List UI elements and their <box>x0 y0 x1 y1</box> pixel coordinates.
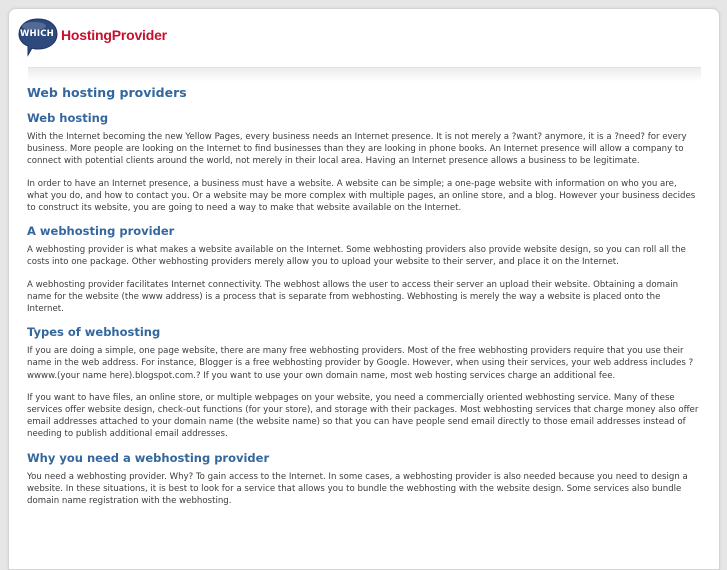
site-name: HostingProvider <box>61 27 167 43</box>
header-divider-bar <box>28 67 701 82</box>
speech-bubble-logo-icon <box>17 17 59 57</box>
main-content <box>27 85 699 517</box>
site-header <box>9 9 719 65</box>
section-web-hosting <box>27 111 699 214</box>
page-title: Web hosting providers <box>27 85 187 100</box>
section-paragraph: You need a webhosting provider. Why? To gain access to the Internet. In some cases, a webhosting provider is also needed because you need to design a website. In these situations, it is best to look for a service that allows you to bundle the webhosting with the website design. Some services also bundle domain name registration with the webhosting. <box>27 471 688 507</box>
section-heading: Types of webhosting <box>27 325 161 340</box>
section-heading: Why you need a webhosting provider <box>27 450 270 465</box>
section-paragraph: If you want to have files, an online store, or multiple webpages on your website, you need a commercially oriented webhosting service. Many of these services offer website design, check-out functions (for your store), and storage with their packages. Most webhosting services that charge money also offer email addresses attached to your domain name (the website name) so that you can have people send email directly to those email addresses instead of needing to publish additional email addresses. <box>27 392 699 440</box>
section-types-of-webhosting <box>27 325 699 440</box>
section-paragraph: With the Internet becoming the new Yellow Pages, every business needs an Internet presence. It is not merely a ?want? anymore, it is a ?need? for every business. More people are looking on the Internet to find businesses than they are looking in phone books. An Internet presence will allow a company to connect with potential clients around the world, not merely in their local area. Having an Internet presence allows a business to be legitimate. <box>27 132 687 167</box>
section-heading: Web hosting <box>27 111 109 125</box>
section-paragraph: In order to have an Internet presence, a business must have a website. A website can be simple; a one-page website with information on who you are, what you do, and how to contact you. Or a website may be more complex with multiple pages, an online store, and a blog. However your business decides to construct its website, you are going to need a way to make that website available on the Internet. <box>27 178 696 214</box>
section-paragraph: A webhosting provider is what makes a website available on the Internet. Some webhosting providers also provide website design, so you can roll all the costs into one package. Other webhosting providers merely allow you to upload your website to their server, and place it on the Internet. <box>27 245 686 268</box>
section-why-you-need <box>27 451 699 508</box>
section-paragraph: If you are doing a simple, one page website, there are many free webhosting providers. Most of the free webhosting providers require that you use their name in the web address. For instance, Blogger is a free webhosting provider by Google. However, when using their services, your web address includes ?wwww.(your name here).blogspot.com.? If you want to use your own domain name, most web hosting services charge an additional fee. <box>27 346 694 381</box>
logo-badge-text: WHICH <box>19 29 54 39</box>
section-a-webhosting-provider <box>27 224 699 315</box>
section-paragraph: A webhosting provider facilitates Internet connectivity. The webhost allows the user to access their server an upload their website. Obtaining a domain name for the website (the www address) is a process that is separate from webhosting. Webhosting is merely the way a website is placed onto the Internet. <box>27 279 679 315</box>
section-heading: A webhosting provider <box>27 224 175 239</box>
site-logo-link[interactable] <box>17 17 167 57</box>
